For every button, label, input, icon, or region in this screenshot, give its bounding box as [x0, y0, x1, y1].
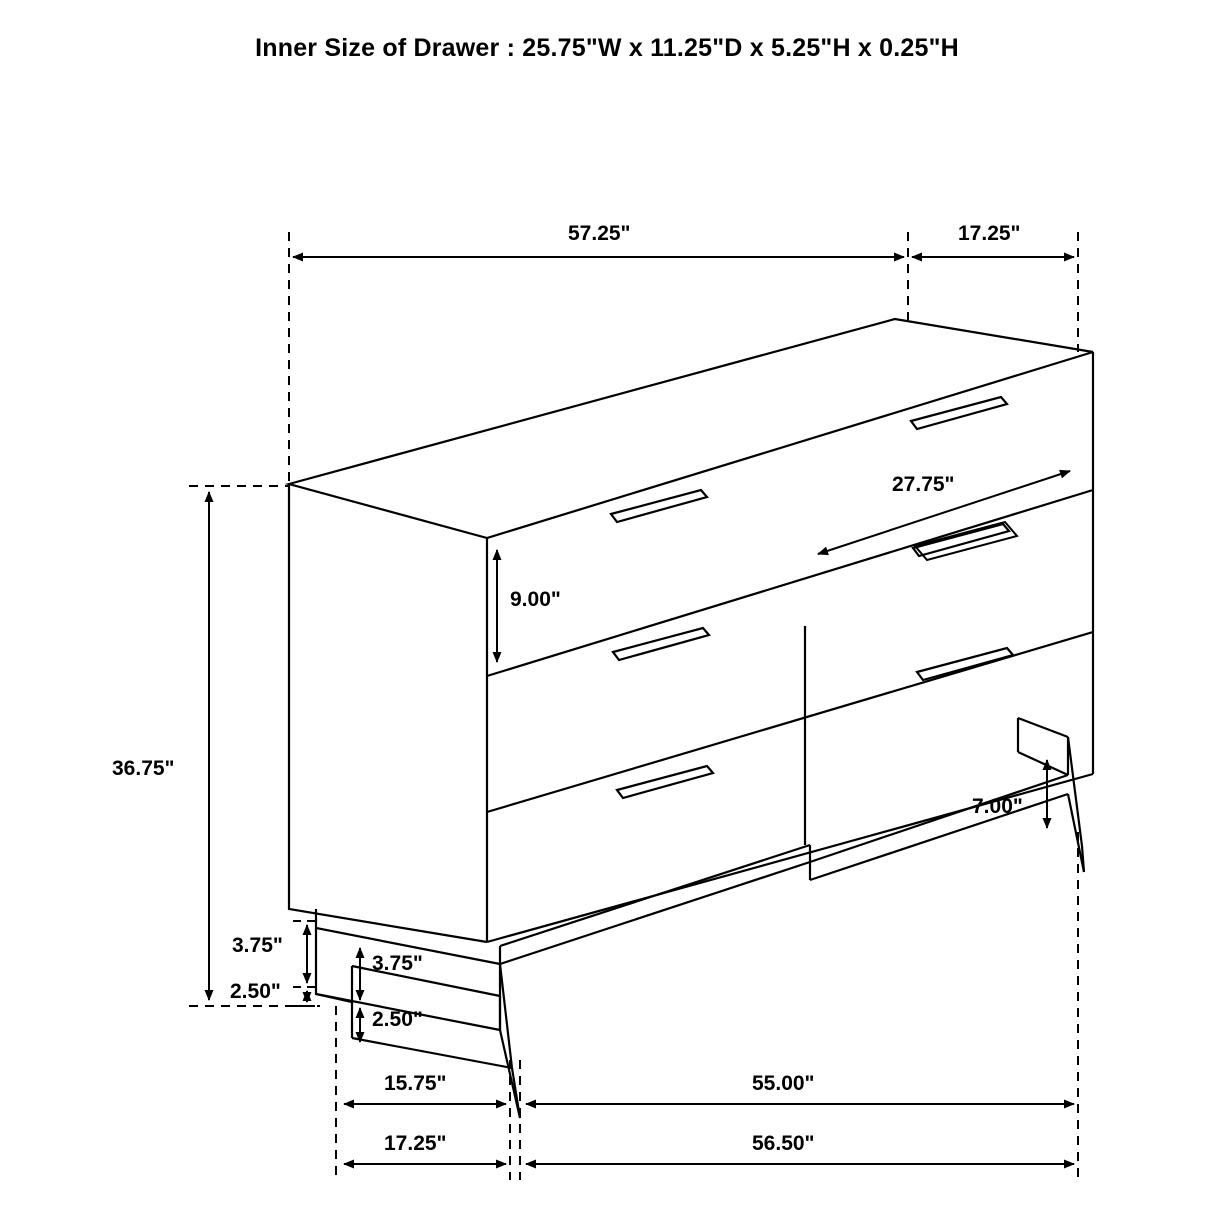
dimension-label-overall-height: 36.75"	[112, 757, 175, 780]
dimension-label-drawer-width: 27.75"	[892, 473, 955, 496]
dimension-label-top-width: 57.25"	[568, 222, 631, 245]
dimension-label-foot-depth-outer: 17.25"	[384, 1132, 447, 1155]
dimension-label-base-upper-left: 3.75"	[232, 934, 283, 957]
dimension-label-leg-clearance: 7.00"	[972, 795, 1023, 818]
dimension-label-base-upper-inner: 3.75"	[372, 952, 423, 975]
dimension-label-foot-width-inner: 55.00"	[752, 1072, 815, 1095]
dimension-label-foot-width-outer: 56.50"	[752, 1132, 815, 1155]
dimension-label-base-lower-inner: 2.50"	[372, 1008, 423, 1031]
dimension-label-drawer-height: 9.00"	[510, 588, 561, 611]
dimension-label-top-depth: 17.25"	[958, 222, 1021, 245]
dimension-label-base-lower-left: 2.50"	[230, 980, 281, 1003]
dimension-label-foot-depth-inner: 15.75"	[384, 1072, 447, 1095]
page-title: Inner Size of Drawer : 25.75"W x 11.25"D x 5.25"H x 0.25"H	[255, 34, 959, 62]
dresser-body	[289, 319, 1093, 1118]
